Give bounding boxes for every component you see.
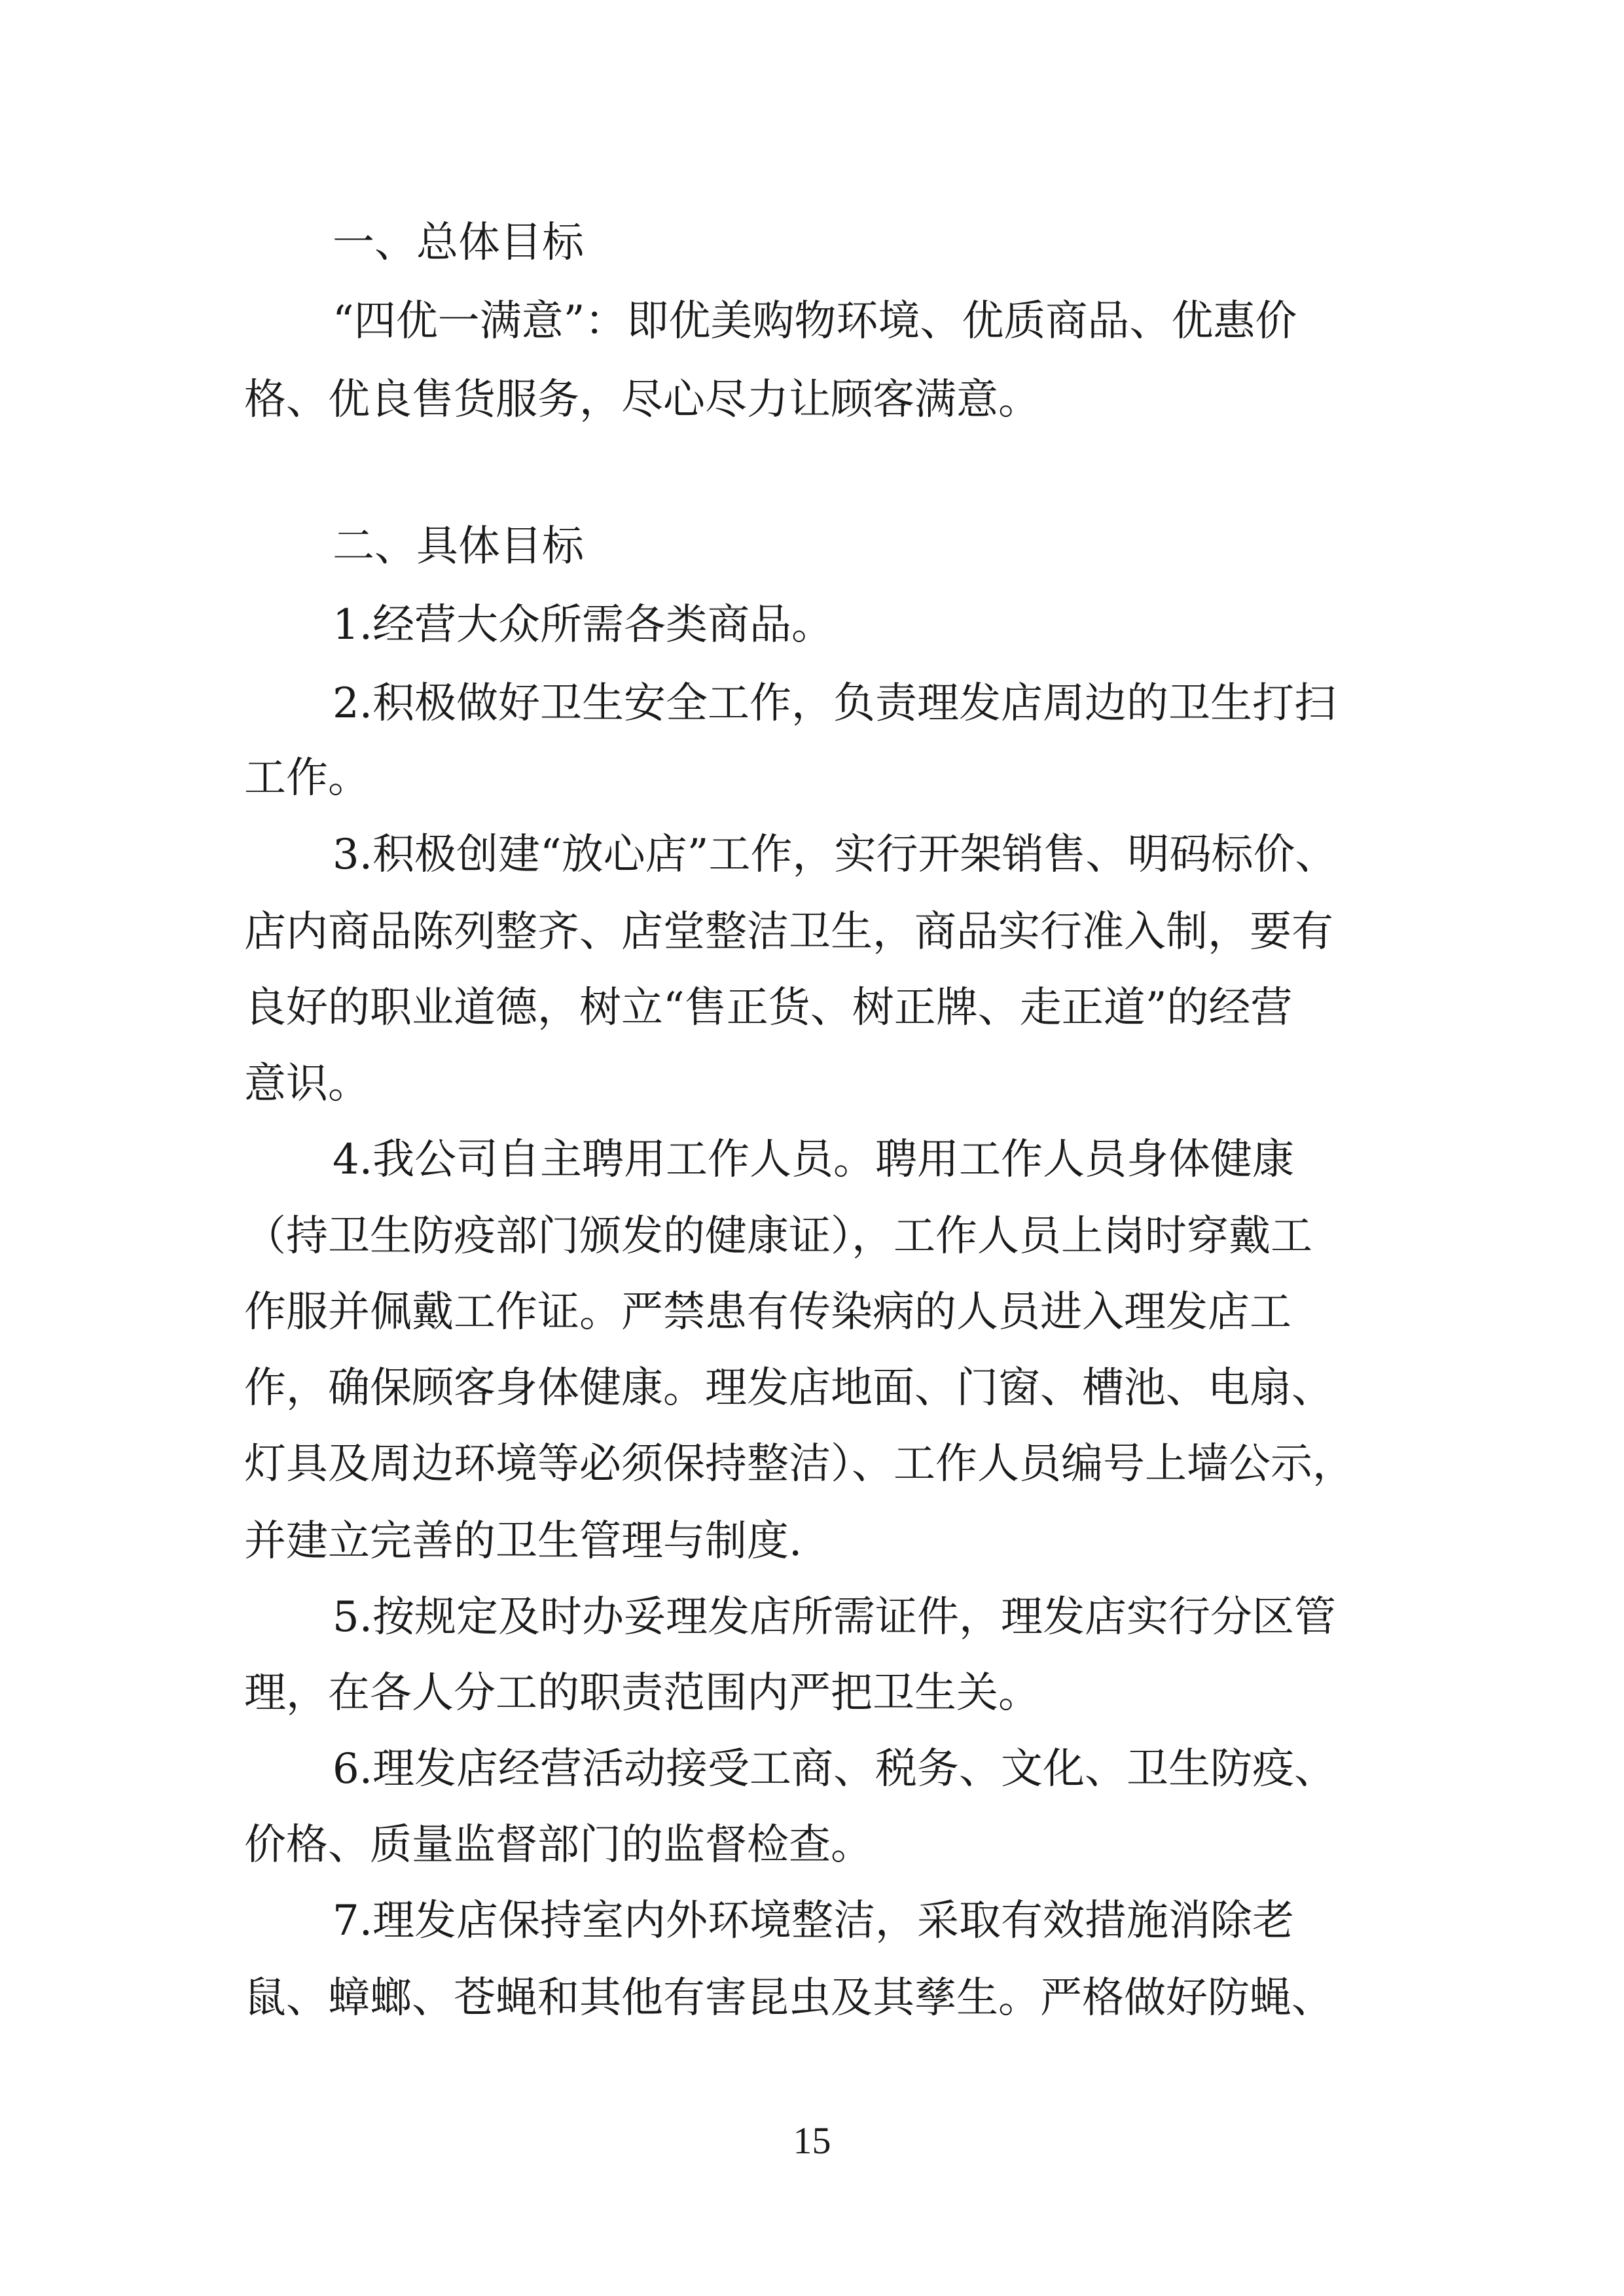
paragraph-line: 价格、质量监督部门的监督检查。 — [244, 1821, 873, 1869]
paragraph-line: （持卫生防疫部门颁发的健康证），工作人员上岗时穿戴工 — [244, 1212, 1312, 1261]
paragraph-line: 理，在各人分工的职责范围内严把卫生关。 — [244, 1669, 1040, 1717]
list-item-7: 7.理发店保持室内外环境整洁，采取有效措施消除老 — [333, 1897, 1295, 1945]
paragraph-line: 作，确保顾客身体健康。理发店地面、门窗、槽池、电扇、 — [244, 1364, 1333, 1412]
paragraph-line: “四优一满意”：即优美购物环境、优质商品、优惠价 — [333, 297, 1297, 346]
paragraph-line: 并建立完善的卫生管理与制度. — [244, 1517, 803, 1566]
paragraph-line: 灯具及周边环境等必须保持整洁）、工作人员编号上墙公示， — [244, 1440, 1354, 1488]
paragraph-line: 作服并佩戴工作证。严禁患有传染病的人员进入理发店工 — [244, 1288, 1291, 1336]
list-item-6: 6.理发店经营活动接受工商、税务、文化、卫生防疫、 — [333, 1745, 1337, 1793]
list-item-1: 1.经营大众所需各类商品。 — [333, 601, 834, 649]
page-number: 15 — [793, 2119, 831, 2162]
paragraph-line: 店内商品陈列整齐、店堂整洁卫生，商品实行准入制，要有 — [244, 908, 1333, 956]
paragraph-line: 工作。 — [244, 754, 370, 802]
paragraph-line: 鼠、蟑螂、苍蝇和其他有害昆虫及其孳生。严格做好防蝇、 — [244, 1974, 1333, 2022]
heading-specific-goals: 二、具体目标 — [333, 522, 584, 571]
paragraph-line: 格、优良售货服务，尽心尽力让顾客满意。 — [244, 376, 1040, 424]
heading-general-goals: 一、总体目标 — [333, 219, 584, 267]
list-item-5: 5.按规定及时办妥理发店所需证件，理发店实行分区管 — [333, 1593, 1337, 1641]
list-item-3: 3.积极创建“放心店”工作，实行开架销售、明码标价、 — [333, 831, 1337, 879]
paragraph-line: 意识。 — [244, 1060, 370, 1108]
list-item-2: 2.积极做好卫生安全工作，负责理发店周边的卫生打扫 — [333, 679, 1337, 728]
paragraph-line: 良好的职业道德，树立“售正货、树正牌、走正道”的经营 — [244, 984, 1293, 1032]
list-item-4: 4.我公司自主聘用工作人员。聘用工作人员身体健康 — [333, 1136, 1295, 1184]
